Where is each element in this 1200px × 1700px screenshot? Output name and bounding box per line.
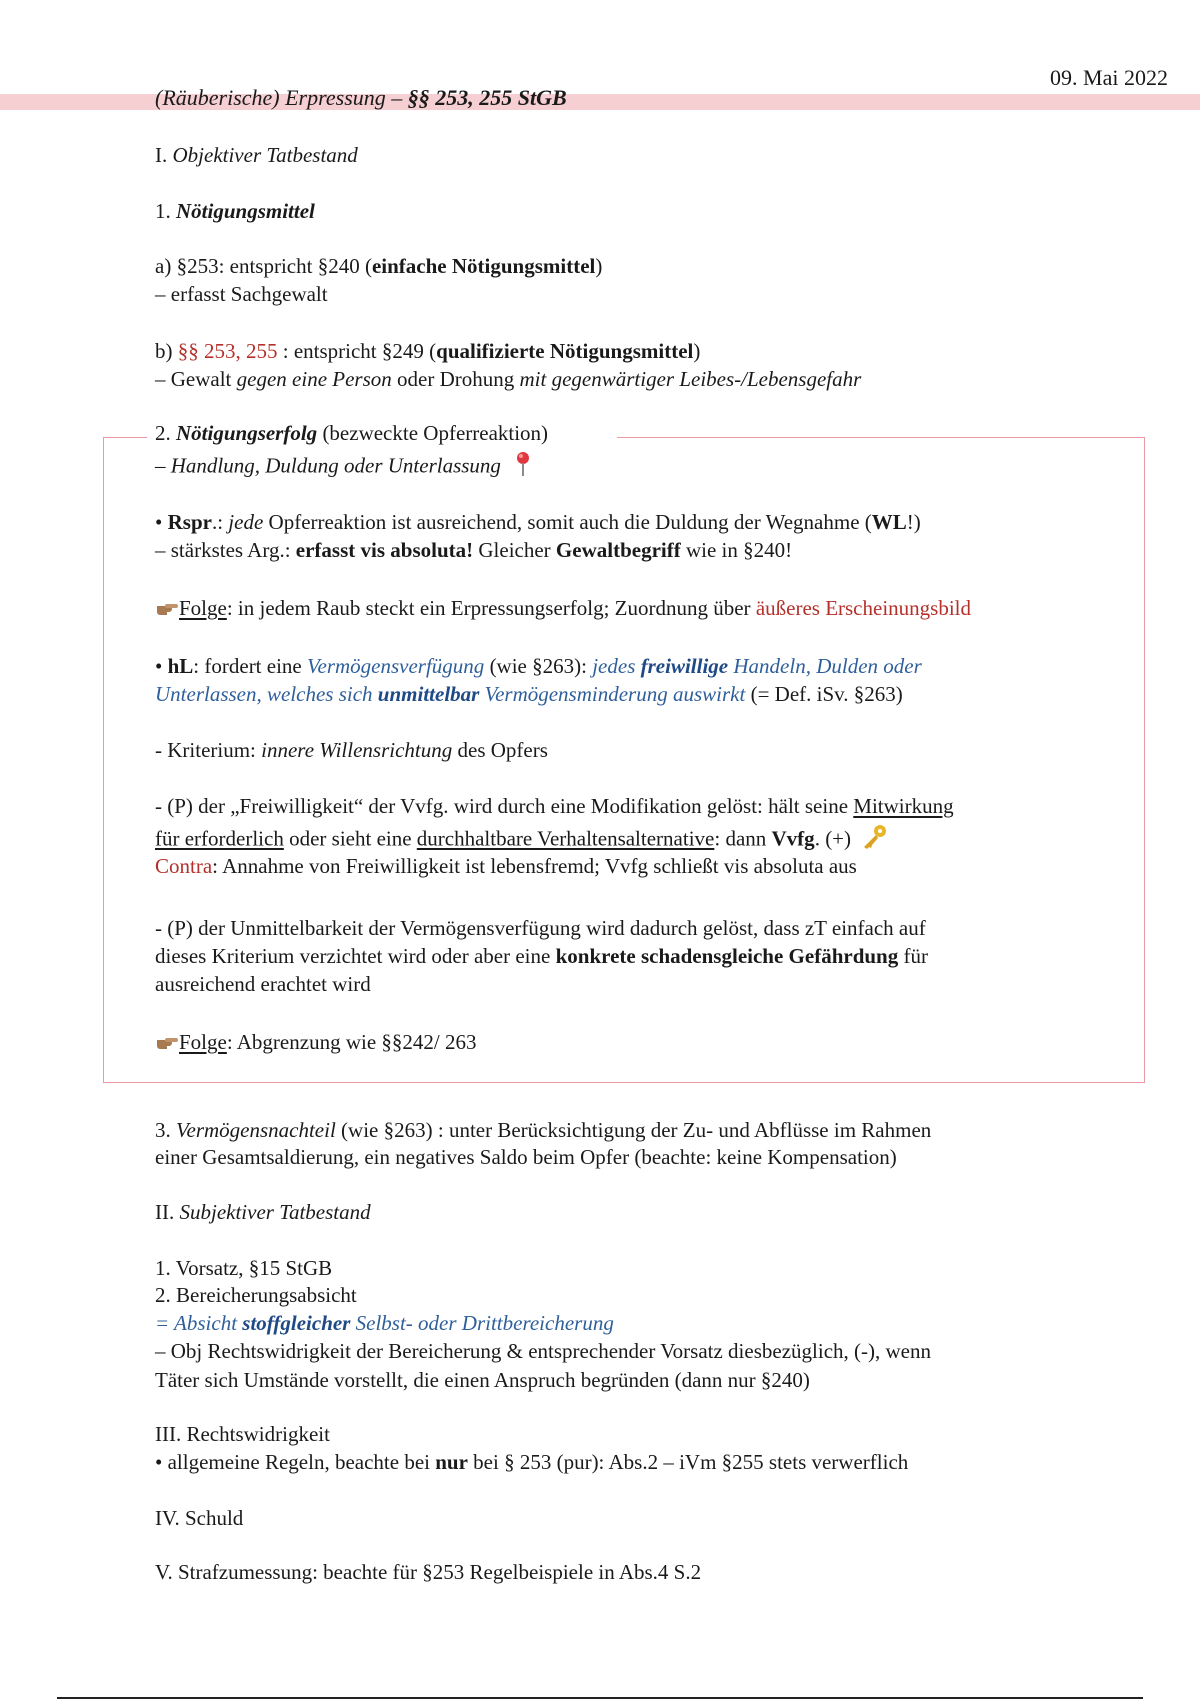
subj-line2: 2. Bereicherungsabsicht: [155, 1283, 357, 1307]
p1-line3: Contra: Annahme von Freiwilligkeit ist lebensfremd; Vvfg schließt vis absoluta aus: [155, 854, 857, 878]
page-date: 09. Mai 2022: [1050, 65, 1168, 90]
rechtswidrigkeit-line1: • allgemeine Regeln, beachte bei nur bei § 253 (pur): Abs.2 – iVm §255 stets verwerflich: [155, 1450, 909, 1474]
section-heading-schuld: IV. Schuld: [155, 1506, 244, 1530]
item-b-line1: b) §§ 253, 255 : entspricht §249 (qualifizierte Nötigungsmittel): [155, 339, 701, 363]
vermoegensnachteil-line2: einer Gesamtsaldierung, ein negatives Saldo beim Opfer (beachte: keine Kompensation): [155, 1145, 897, 1169]
p2-line2: dieses Kriterium verzichtet wird oder aber eine konkrete schadensgleiche Gefährdung für: [155, 944, 928, 968]
pointing-hand-icon: [155, 596, 179, 624]
section-heading-rechtswidrigkeit: III. Rechtswidrigkeit: [155, 1422, 330, 1446]
folge-line1: Folge: in jedem Raub steckt ein Erpressungserfolg; Zuordnung über äußeres Erscheinungsbild: [155, 594, 971, 624]
pointing-hand-icon: [155, 1030, 179, 1058]
hl-line2: Unterlassen, welches sich unmittelbar Vermögensminderung auswirkt (= Def. iSv. §263): [155, 682, 903, 706]
rspr-line1: • Rspr.: jede Opferreaktion ist ausreichend, somit auch die Duldung der Wegnahme (WL!): [155, 510, 921, 534]
footer-line: [57, 1697, 1143, 1699]
rspr-line2: – stärkstes Arg.: erfasst vis absoluta! Gleicher Gewaltbegriff wie in §240!: [155, 538, 793, 562]
subj-line4: – Obj Rechtswidrigkeit der Bereicherung & entsprechender Vorsatz diesbezüglich, (-), wenn: [155, 1339, 931, 1363]
page-title: (Räuberische) Erpressung – §§ 253, 255 StGB: [155, 85, 567, 110]
hl-line1: • hL: fordert eine Vermögensverfügung (wie §263): jedes freiwillige Handeln, Dulden oder: [155, 654, 922, 678]
section-heading-objektiv: I. Objektiver Tatbestand: [155, 143, 358, 167]
subj-line5: Täter sich Umstände vorstellt, die einen Anspruch begründen (dann nur §240): [155, 1368, 810, 1392]
p2-line3: ausreichend erachtet wird: [155, 972, 371, 996]
key-icon: [860, 824, 888, 857]
kriterium-line: - Kriterium: innere Willensrichtung des Opfers: [155, 738, 548, 762]
p1-line1: - (P) der „Freiwilligkeit“ der Vvfg. wird durch eine Modifikation gelöst: hält seine Mitwirkung: [155, 794, 954, 818]
item-a-line2: – erfasst Sachgewalt: [155, 282, 328, 306]
subj-line1: 1. Vorsatz, §15 StGB: [155, 1256, 333, 1280]
section-heading-subjektiv: II. Subjektiver Tatbestand: [155, 1200, 371, 1224]
p1-line2: für erforderlich oder sieht eine durchhaltbare Verhaltensalternative: dann Vvfg. (+): [155, 824, 888, 857]
subj-line3: = Absicht stoffgleicher Selbst- oder Drittbereicherung: [155, 1311, 614, 1335]
section-heading-strafzumessung: V. Strafzumessung: beachte für §253 Regelbeispiele in Abs.4 S.2: [155, 1560, 702, 1584]
pin-icon: [514, 451, 532, 484]
heading-noetigungserfolg: 2. Nötigungserfolg (bezweckte Opferreaktion): [155, 421, 549, 445]
item-b-line2: – Gewalt gegen eine Person oder Drohung mit gegenwärtiger Leibes-/Lebensgefahr: [155, 367, 862, 391]
p2-line1: - (P) der Unmittelbarkeit der Vermögensverfügung wird dadurch gelöst, dass zT einfach auf: [155, 916, 926, 940]
heading-noetigungsmittel: 1. Nötigungsmittel: [155, 199, 315, 223]
vermoegensnachteil-line1: 3. Vermögensnachteil (wie §263) : unter Berücksichtigung der Zu- und Abflüsse im Rahmen: [155, 1118, 932, 1142]
item-a-line1: a) §253: entspricht §240 (einfache Nötigungsmittel): [155, 254, 603, 278]
folge-line2: Folge: Abgrenzung wie §§242/ 263: [155, 1028, 476, 1058]
noetigungserfolg-sub: – Handlung, Duldung oder Unterlassung: [155, 451, 532, 484]
